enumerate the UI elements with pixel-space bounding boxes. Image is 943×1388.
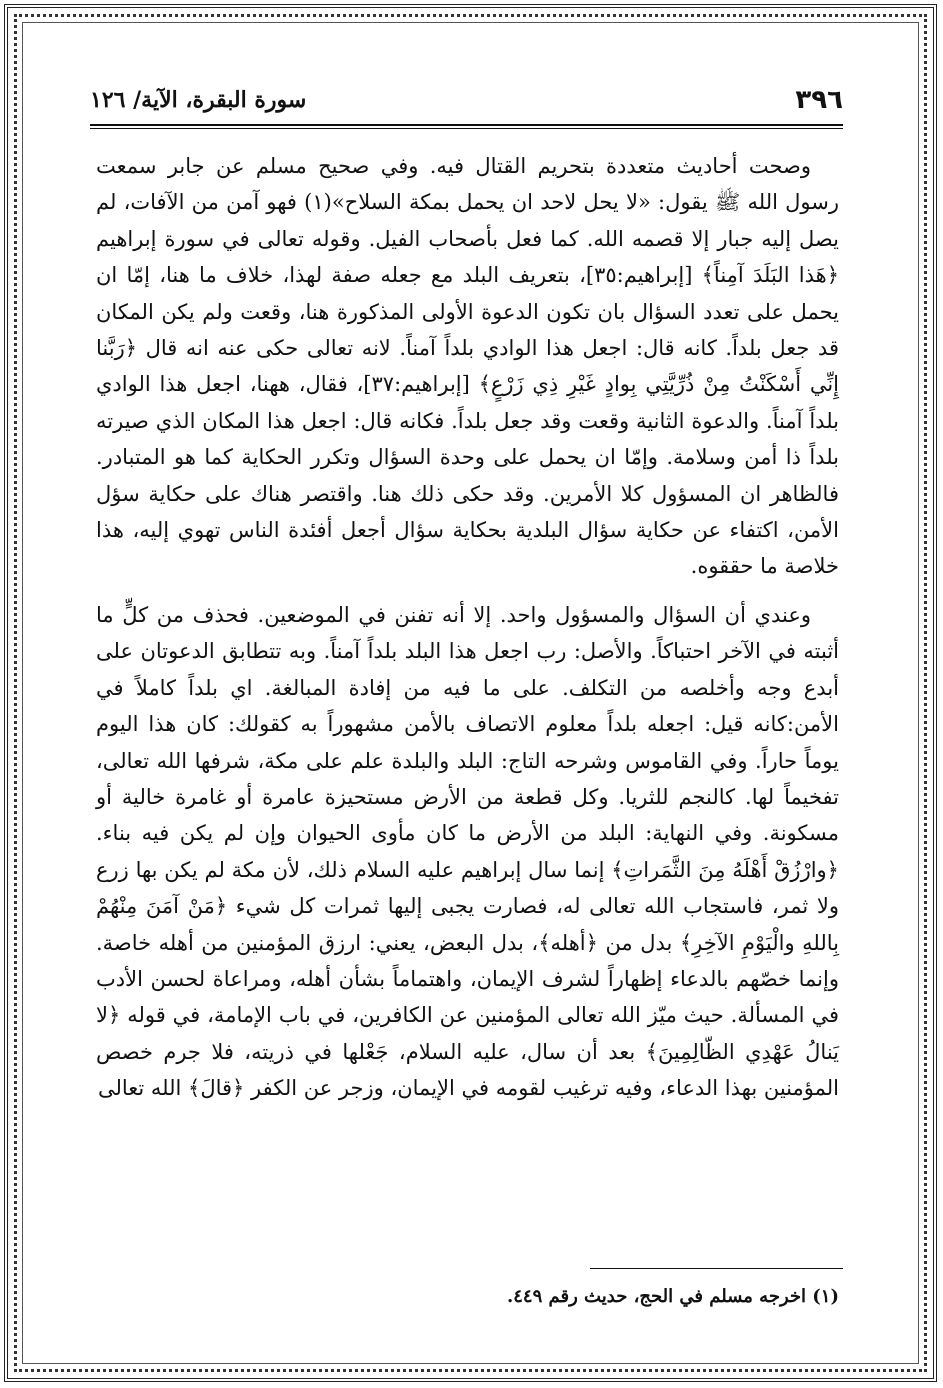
paragraph: وعندي أن السؤال والمسؤول واحد. إلا أنه تفنن في الموضعين. فحذف من كلٍّ ما أثبته في الآخر احتباكاً. والأصل: رب اجعل هذا البلد بلداً آمناً. وبه تتطابق الدعوتان على أبدع وجه وأخلصه من التكلف. على ما فيه من إفادة المبالغة. اي بلداً كاملاً في الأمن:كانه قيل: اجعله بلداً معلوم الاتصاف بالأمن مشهوراً به كقولك: كان هذا اليوم يوماً حاراً. وفي القاموس وشرحه التاج: البلد والبلدة علم على مكة، شرفها الله تعالى، تفخيماً لها. كالنجم للثريا. وكل قطعة من الأرض مستحيزة عامرة أو غامرة خالية أو مسكونة. وفي النهاية: البلد من الأرض ما كان مأوى الحيوان وإن لم يكن فيه بناء. ﴿وارْزُقْ أَهْلَهُ مِنَ الثَّمَراتِ﴾ إنما سال إبراهيم عليه السلام ذلك، لأن مكة لم يكن بها زرع ولا ثمر، فاستجاب الله تعالى له، فصارت يجبى إليها ثمرات كل شيء ﴿مَنْ آمَنَ مِنْهُمْ بِاللهِ والْيَوْمِ الآخِرِ﴾ بدل من ﴿أهله﴾، بدل البعض، يعني: ارزق المؤمنين من أهله خاصة. وإنما خصّهم بالدعاء إظهاراً لشرف الإيمان، واهتماماً بشأن أهله، ومراعاة لحسن الأدب في المسألة. حيث ميّز الله تعالى المؤمنين عن الكافرين، في باب الإمامة، في قوله ﴿لا يَنالُ عَهْدِي الظّالِمِينَ﴾ بعد أن سال، عليه السلام، جَعْلها في ذريته، فلا جرم خصص المؤمنين بهذا الدعاء، وفيه ترغيب لقومه في الإيمان، وزجر عن الكفر ﴿قالَ﴾ الله تعالى	[96, 602, 839, 1101]
footnote-rule	[590, 1268, 843, 1269]
page-header	[90, 84, 843, 116]
running-title: سورة البقرة، الآية/ ١٢٦	[90, 87, 307, 113]
header-rule	[90, 124, 843, 129]
page-number: ٣٩٦	[795, 85, 843, 115]
paragraph: وصحت أحاديث متعددة بتحريم القتال فيه. وفي صحيح مسلم عن جابر سمعت رسول الله ﷺ يقول: «لا يحل لاحد ان يحمل بمكة السلاح»(١) فهو آمن من الآفات، لم يصل إليه جبار إلا قصمه الله. كما فعل بأصحاب الفيل. وقوله تعالى في سورة إبراهيم ﴿هَذا البَلَدَ آمِناً﴾ [إبراهيم:٣٥]، بتعريف البلد مع جعله صفة لهذا، خلاف ما هنا، إمّا ان يحمل على تعدد السؤال بان تكون الدعوة الأولى المذكورة هنا، وقعت ولم يكن المكان قد جعل بلداً. كانه قال: اجعل هذا الوادي بلداً آمناً. لانه تعالى حكى عنه انه قال ﴿رَبَّنا إِنِّي أَسْكَنْتُ مِنْ ذُرِّيَّتِي بِوادٍ غَيْرِ ذِي زَرْعٍ﴾ [إبراهيم:٣٧]، فقال، ههنا، اجعل هذا الوادي بلداً آمناً. والدعوة الثانية وقعت وقد جعل بلداً. فكانه قال: اجعل هذا المكان الذي صيرته بلداً ذا أمن وسلامة. وإمّا ان يحمل على وحدة السؤال وتكرر الحكاية كما هو المتبادر. فالظاهر ان المسؤول كلا الأمرين. وقد حكى ذلك هنا. واقتصر هناك على حكاية سؤل الأمن، اكتفاء عن حكاية سؤال البلدية بحكاية سؤال أجعل أفئدة الناس تهوي إليه، هذا خلاصة ما حققوه.	[96, 154, 840, 579]
footnote: (١) اخرجه مسلم في الحج، حديث رقم ٤٤٩.	[506, 1286, 839, 1307]
main-text	[96, 148, 839, 1107]
